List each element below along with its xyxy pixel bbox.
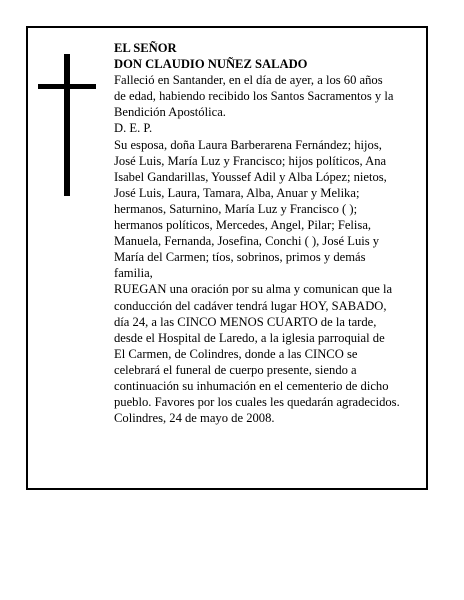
notice-line-10: hermanos políticos, Mercedes, Angel, Pilar; Felisa,	[114, 218, 372, 233]
notice-line-11: Manuela, Fernanda, Josefina, Conchi ( ), José Luis y	[114, 234, 380, 249]
notice-line-17: desde el Hospital de Laredo, a la iglesia parroquial de	[114, 330, 385, 345]
deceased-name: DON CLAUDIO NUÑEZ SALADO	[114, 57, 308, 72]
notice-line-18: El Carmen, de Colindres, donde a las CINCO se	[114, 346, 358, 361]
notice-line-6: José Luis, María Luz y Francisco; hijos políticos, Ana	[114, 153, 387, 168]
notice-line-21: pueblo. Favores por los cuales les quedarán agradecidos.	[114, 395, 400, 410]
notice-line-8: José Luis, Laura, Tamara, Alba, Anuar y Melika;	[114, 185, 360, 200]
notice-line-14: RUEGAN una oración por su alma y comunican que la	[114, 282, 393, 297]
notice-line-20: continuación su inhumación en el cementerio de dicho	[114, 378, 389, 393]
notice-line-19: celebrará el funeral de cuerpo presente, siendo a	[114, 362, 357, 377]
notice-line-16: día 24, a las CINCO MENOS CUARTO de la tarde,	[114, 314, 377, 329]
notice-line-5: Su esposa, doña Laura Barberarena Fernández; hijos,	[114, 137, 382, 152]
cross-horizontal-bar	[38, 84, 96, 89]
cross-vertical-bar	[64, 54, 70, 196]
notice-line-1: Falleció en Santander, en el día de ayer, a los 60 años	[114, 73, 383, 88]
latin-cross-icon	[38, 54, 96, 196]
notice-line-12: María del Carmen; tíos, sobrinos, primos y demás	[114, 250, 366, 265]
notice-line-4: D. E. P.	[114, 121, 153, 136]
notice-line-2: de edad, habiendo recibido los Santos Sacramentos y la	[114, 89, 394, 104]
notice-line-9: hermanos, Saturnino, María Luz y Francisco ( );	[114, 201, 358, 216]
notice-line-3: Bendición Apostólica.	[114, 105, 226, 120]
notice-line-7: Isabel Gandarillas, Youssef Adil y Alba López; nietos,	[114, 169, 387, 184]
obituary-text	[114, 40, 430, 426]
notice-line-22: Colindres, 24 de mayo de 2008.	[114, 411, 275, 426]
deceased-title: EL SEÑOR	[114, 41, 177, 55]
notice-line-13: familia,	[114, 266, 153, 281]
notice-line-15: conducción del cadáver tendrá lugar HOY, SABADO,	[114, 298, 387, 313]
